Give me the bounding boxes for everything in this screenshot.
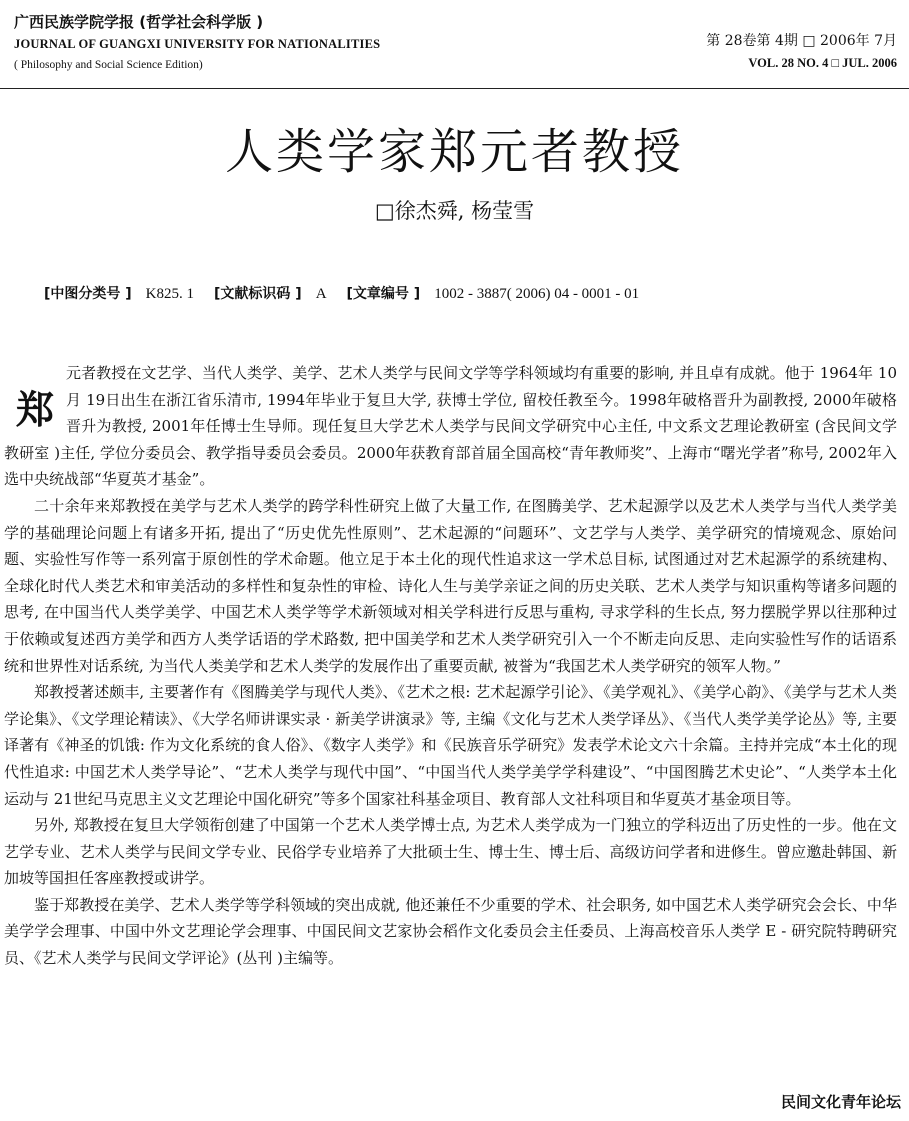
paragraph-4: 另外, 郑教授在复旦大学领衔创建了中国第一个艺术人类学博士点, 为艺术人类学成为一门独立的学科迈出了历史性的一步。他在文艺学专业、艺术人类学与民间文学专业、民俗学专业培养了大批硕士生、博士生、博士后、高级访问学者和进修生。曾应邀赴韩国、新加坡等国担任客座教授或讲学。 bbox=[4, 816, 897, 888]
article-title: 人类学家郑元者教授 bbox=[224, 124, 684, 180]
header-rule bbox=[0, 88, 909, 89]
paragraph-1-text: 元者教授在文艺学、当代人类学、美学、艺术人类学与民间文学等学科领域均有重要的影响, 并且卓有成就。他于 1964年 10月 19日出生在浙江省乐清市, 1994年毕业于复旦大学, 获博士学位, 留校任教至今。1998年破格晋升为副教授, 2000年破格晋升为教授, 2001年任博士生导师。现任复旦大学艺术人类学与民间文学研究中心主任, 中文系文艺理论教研室 (含民间文学教研室 )主任, 学位分委员会、教学指导委员会委员。2000年获教育部首届全国高校“青年教师奖”、上海市“曙光学者”称号, 2002年入选中央统战部“华夏英才基金”。 bbox=[4, 364, 897, 489]
article-authors: □徐杰舜, 杨莹雪 bbox=[374, 199, 535, 223]
watermark: 民间文化青年论坛 bbox=[780, 1093, 901, 1111]
issue-en: VOL. 28 NO. 4 □ JUL. 2006 bbox=[748, 56, 897, 70]
issue-cn: 第 28卷第 4期 □ 2006年 7月 bbox=[706, 33, 897, 49]
paragraph-3: 郑教授著述颇丰, 主要著作有《图腾美学与现代人类》、《艺术之根: 艺术起源学引论》、《美学观礼》、《美学心韵》、《美学与艺术人类学论集》、《文学理论精读》、《大学名师讲课实录 · 新美学讲演录》等, 主编《文化与艺术人类学译丛》、《当代人类学美学论丛》等, 主要译著有《神圣的饥饿: 作为文化系统的食人俗》、《数字人类学》和《民族音乐学研究》发表学术论文六十余篇。主持并完成“本土化的现代性追求: 中国艺术人类学导论”、“艺术人类学与现代中国”、“中国当代人类学美学学科建设”、“中国图腾艺术史论”、“人类学本土化运动与 21世纪马克思主义文艺理论中国化研究”等多个国家社科基金项目、教育部人文社科项目和华夏英才基金项目等。 bbox=[4, 683, 897, 808]
paragraph-1 bbox=[4, 360, 897, 493]
article-body bbox=[4, 360, 897, 972]
doc-label: [文献标识码 ] bbox=[214, 286, 302, 302]
paragraph-5: 鉴于郑教授在美学、艺术人类学等学科领域的突出成就, 他还兼任不少重要的学术、社会职务, 如中国艺术人类学研究会会长、中华美学学会理事、中国中外文艺理论学会理事、中国民间文艺家协会稻作文化委员会主任委员、上海高校音乐人类学 E - 研究院特聘研究员、《艺术人类学与民间文学评论》(丛刊 )主编等。 bbox=[4, 895, 897, 968]
journal-header bbox=[14, 12, 484, 74]
issue-info bbox=[706, 30, 897, 74]
journal-edition: ( Philosophy and Social Science Edition) bbox=[14, 59, 203, 71]
drop-cap: 郑 bbox=[15, 388, 54, 432]
clc-value: K825. 1 bbox=[145, 286, 195, 302]
journal-name-en: JOURNAL OF GUANGXI UNIVERSITY FOR NATIONALITIES bbox=[14, 37, 381, 51]
doc-value: A bbox=[315, 286, 327, 302]
journal-name-cn: 广西民族学院学报 (哲学社会科学版 ) bbox=[14, 13, 264, 31]
article-number-value: 1002 - 3887( 2006) 04 - 0001 - 01 bbox=[434, 286, 640, 302]
paragraph-2: 二十余年来郑教授在美学与艺术人类学的跨学科性研究上做了大量工作, 在图腾美学、艺术起源学以及艺术人类学与当代人类学美学的基础理论问题上有诸多开拓, 提出了“历史优先性原则”、艺术起源的“问题环”、文艺学与人类学、美学研究的情境观念、原始问题、实验性写作等一系列富于原创性的学术命题。他立足于本土化的现代性追求这一学术总目标, 试图通过对艺术起源学的系统建构、全球化时代人类艺术和审美活动的多样性和复杂性的审检、诗化人生与美学亲证之间的历史关联、艺术人类学与知识重构等诸多问题的思考, 在中国当代人类学美学、中国艺术人类学等学术新领域对相关学科进行反思与重构, 寻求学科的生长点, 努力摆脱学界以往那种过于依赖或复述西方美学和西方人类学话语的学术路数, 把中国美学和艺术人类学研究引入一个不断走向反思、走向实验性写作的话语系统和世界性对话系统, 为当代人类美学和艺术人类学的发展作出了重要贡献, 被誉为“我国艺术人类学研究的领军人物。” bbox=[4, 496, 897, 675]
clc-label: [中图分类号 ] bbox=[44, 286, 132, 302]
article-number-label: [文章编号 ] bbox=[346, 286, 421, 302]
article-meta bbox=[44, 282, 884, 306]
